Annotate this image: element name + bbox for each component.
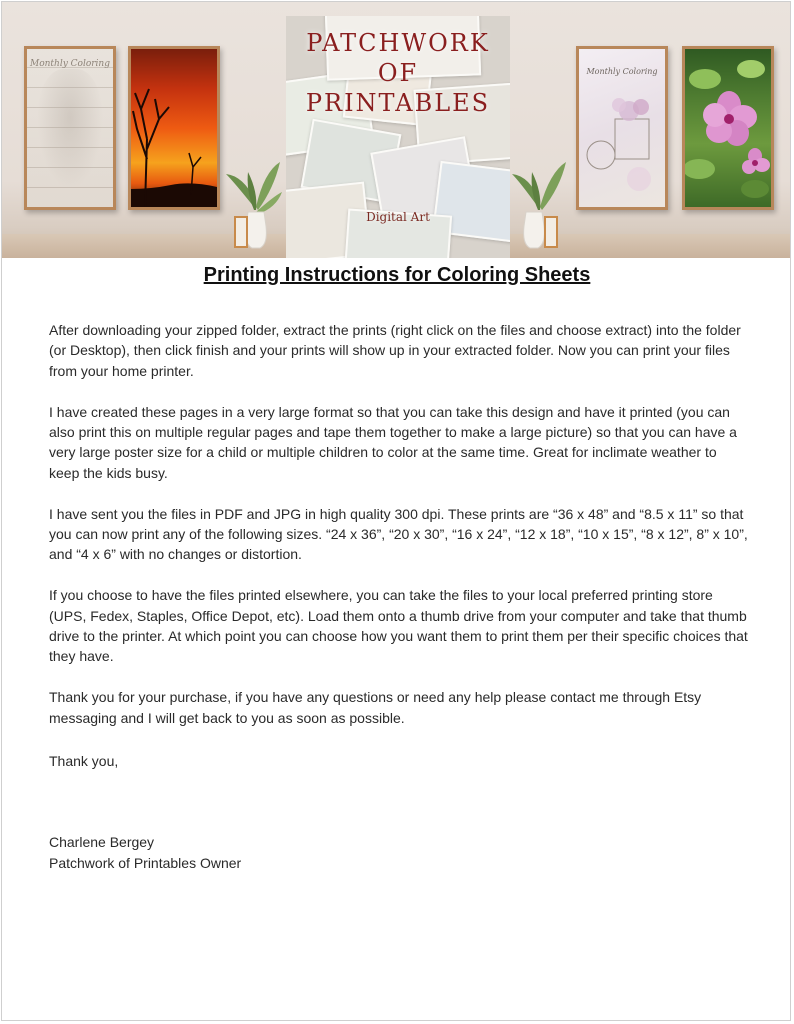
sunset-silhouette xyxy=(131,49,217,207)
print-script-right: Monthly Coloring xyxy=(586,67,658,76)
framed-print-flower-cart xyxy=(576,46,668,210)
plant-vase-right xyxy=(510,152,570,252)
paragraph-thank-you: Thank you for your purchase, if you have any questions or need any help please contact me through Etsy messaging and I will get back to you as soon as possible. xyxy=(49,689,702,726)
brand-title: PATCHWORK OF PRINTABLES xyxy=(305,29,491,117)
plant-vase-left xyxy=(224,152,284,252)
closing-line: Thank you, xyxy=(49,753,119,769)
signature-block xyxy=(49,832,241,874)
header-banner xyxy=(2,2,790,258)
instructions-body xyxy=(49,320,749,748)
framed-print-hibiscus xyxy=(682,46,774,210)
paragraph-file-sizes: I have sent you the files in PDF and JPG in high quality 300 dpi. These prints are “36 x 48” and “8.5 x 11” so that you can now print any of the following sizes. “24 x 36”, “20 x 30”, “16 x 24”, “12 x 18”, “10 x 15”, “8 x 12”, 8” x 10”, and “4 x 6” with no changes or distortion. xyxy=(49,505,748,563)
brand-subtitle: Digital Art xyxy=(366,210,430,224)
paragraph-print-elsewhere: If you choose to have the files printed elsewhere, you can take the files to your local preferred printing store (UPS, Fedex, Staples, Office Depot, etc). Load them onto a thumb drive from your computer and take that thumb drive to the printer. At which point you can choose how you want them to print them per their specific choices that they have. xyxy=(49,587,748,665)
signature-role: Patchwork of Printables Owner xyxy=(49,855,242,871)
brand-collage xyxy=(286,16,510,258)
framed-print-horse xyxy=(24,46,116,210)
signature-name: Charlene Bergey xyxy=(49,834,155,850)
document-title: Printing Instructions for Coloring Sheets xyxy=(203,264,591,286)
framed-print-sunset xyxy=(128,46,220,210)
print-script-left: Monthly Coloring xyxy=(29,59,110,69)
paragraph-extract: After downloading your zipped folder, extract the prints (right click on the files and choose extract) into the folder (or Desktop), then click finish and your prints will show up in your extracted folder. Now you can print your files from your home printer. xyxy=(49,322,741,379)
paragraph-large-format: I have created these pages in a very large format so that you can take this design and have it printed (you can also print this on multiple regular pages and tape them together to make a large picture) so that you can have a very large poster size for a child or multiple children to color at the same time. Great for inclimate weather to keep the kids busy. xyxy=(49,403,737,481)
